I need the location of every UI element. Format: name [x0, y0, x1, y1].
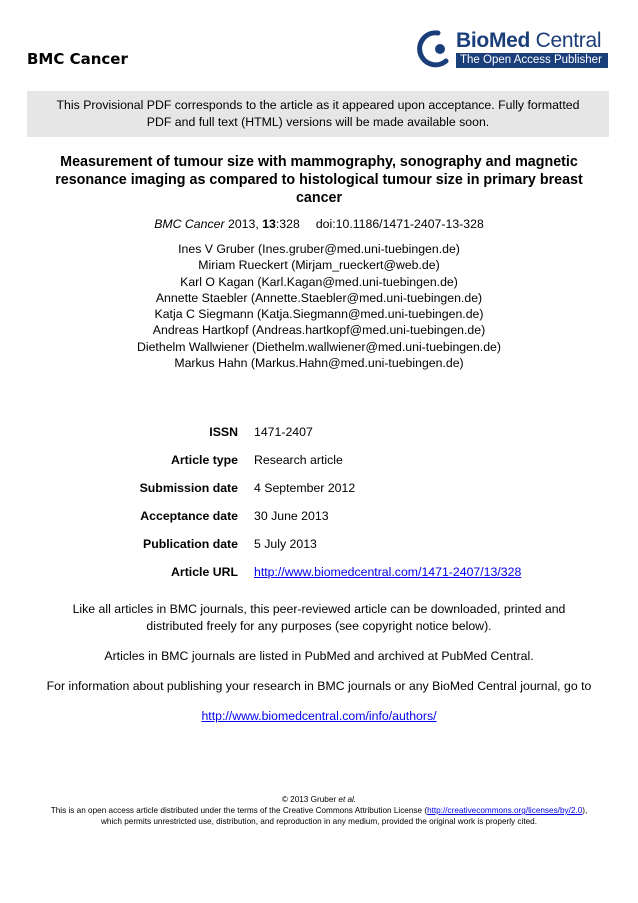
license-terms-line: which permits unrestricted use, distribution, and reproduction in any medium, provided the original work is properly cited.: [101, 817, 537, 826]
submission-date-label: Submission date: [139, 481, 238, 495]
submission-date-value: 4 September 2012: [254, 481, 356, 495]
author-item: Ines V Gruber (Ines.gruber@med.uni-tuebingen.de): [178, 242, 460, 256]
author-item: Diethelm Wallwiener (Diethelm.wallwiener@med.uni-tuebingen.de): [136, 339, 501, 354]
meta-row-url: [0, 565, 638, 581]
title-line-2: resonance imaging as compared to histological tumour size in primary breast: [55, 172, 583, 188]
copyright-footer: [0, 794, 638, 827]
author-list: [0, 241, 638, 371]
logo-brand-text: BioMed Central: [456, 29, 602, 52]
article-title: [28, 153, 610, 207]
authors-info-paragraph: [0, 708, 638, 725]
copyright-line: © 2013 Gruber et al.: [281, 795, 357, 804]
author-item: Miriam Rueckert (Mirjam_rueckert@web.de): [198, 258, 440, 273]
citation-line: [0, 217, 638, 231]
citation-journal: BMC Cancer: [154, 217, 225, 231]
open-access-paragraph: [0, 601, 638, 635]
acceptance-date-value: 30 June 2013: [254, 509, 329, 523]
issn-value: 1471-2407: [254, 425, 313, 439]
open-access-line-2: distributed freely for any purposes (see copyright notice below).: [146, 619, 492, 633]
meta-row-acceptance: [0, 509, 638, 525]
author-item: Markus Hahn (Markus.Hahn@med.uni-tuebingen.de): [174, 356, 464, 371]
author-item: Katja C Siegmann (Katja.Siegmann@med.uni-tuebingen.de): [154, 307, 484, 322]
citation-year: 2013,: [224, 217, 263, 231]
author-item: Annette Staebler (Annette.Staebler@med.uni-tuebingen.de): [155, 290, 483, 305]
title-line-3: cancer: [295, 190, 343, 206]
banner-line-1: This Provisional PDF corresponds to the article as it appeared upon acceptance. Fully formatted: [56, 98, 580, 112]
publication-date-label: Publication date: [143, 537, 238, 551]
meta-row-submission: [0, 481, 638, 497]
acceptance-date-label: Acceptance date: [140, 509, 238, 523]
logo-tagline: The Open Access Publisher: [460, 54, 602, 66]
article-type-value: Research article: [254, 453, 343, 467]
author-item: Karl O Kagan (Karl.Kagan@med.uni-tuebingen.de): [180, 274, 458, 289]
authors-info-link[interactable]: http://www.biomedcentral.com/info/authors/: [201, 709, 437, 723]
article-url-link[interactable]: http://www.biomedcentral.com/1471-2407/13/328: [254, 565, 522, 579]
meta-row-issn: [0, 425, 638, 441]
meta-row-article-type: [0, 453, 638, 469]
publishing-info-paragraph: For information about publishing your research in BMC journals or any BioMed Central journal, go to: [46, 679, 592, 693]
logo-swoosh-icon: [416, 29, 452, 69]
article-type-label: Article type: [171, 453, 238, 467]
title-line-1: Measurement of tumour size with mammography, sonography and magnetic: [60, 154, 578, 170]
biomed-central-logo: [416, 29, 608, 69]
issn-label: ISSN: [209, 425, 238, 439]
journal-name: BMC Cancer: [27, 50, 128, 68]
license-line: This is an open access article distributed under the terms of the Creative Commons Attribution License (http://creativecommons.org/licenses/by/2.0),: [50, 806, 588, 815]
logo-tagline-box: [456, 53, 608, 68]
citation-volume: 13: [262, 217, 276, 231]
open-access-line-1: Like all articles in BMC journals, this peer-reviewed article can be downloaded, printed and: [72, 602, 566, 616]
citation-page: :328: [275, 217, 300, 231]
pubmed-paragraph: Articles in BMC journals are listed in PubMed and archived at PubMed Central.: [104, 649, 534, 663]
license-link[interactable]: http://creativecommons.org/licenses/by/2.0: [427, 806, 583, 815]
author-item: Andreas Hartkopf (Andreas.hartkopf@med.uni-tuebingen.de): [152, 323, 486, 338]
article-url-label: Article URL: [171, 565, 238, 579]
banner-line-2: PDF and full text (HTML) versions will be made available soon.: [146, 115, 490, 129]
publication-date-value: 5 July 2013: [254, 537, 317, 551]
info-paragraphs: [0, 601, 638, 725]
meta-row-publication: [0, 537, 638, 553]
citation-doi: doi:10.1186/1471-2407-13-328: [315, 217, 484, 231]
provisional-notice-banner: [27, 91, 609, 137]
